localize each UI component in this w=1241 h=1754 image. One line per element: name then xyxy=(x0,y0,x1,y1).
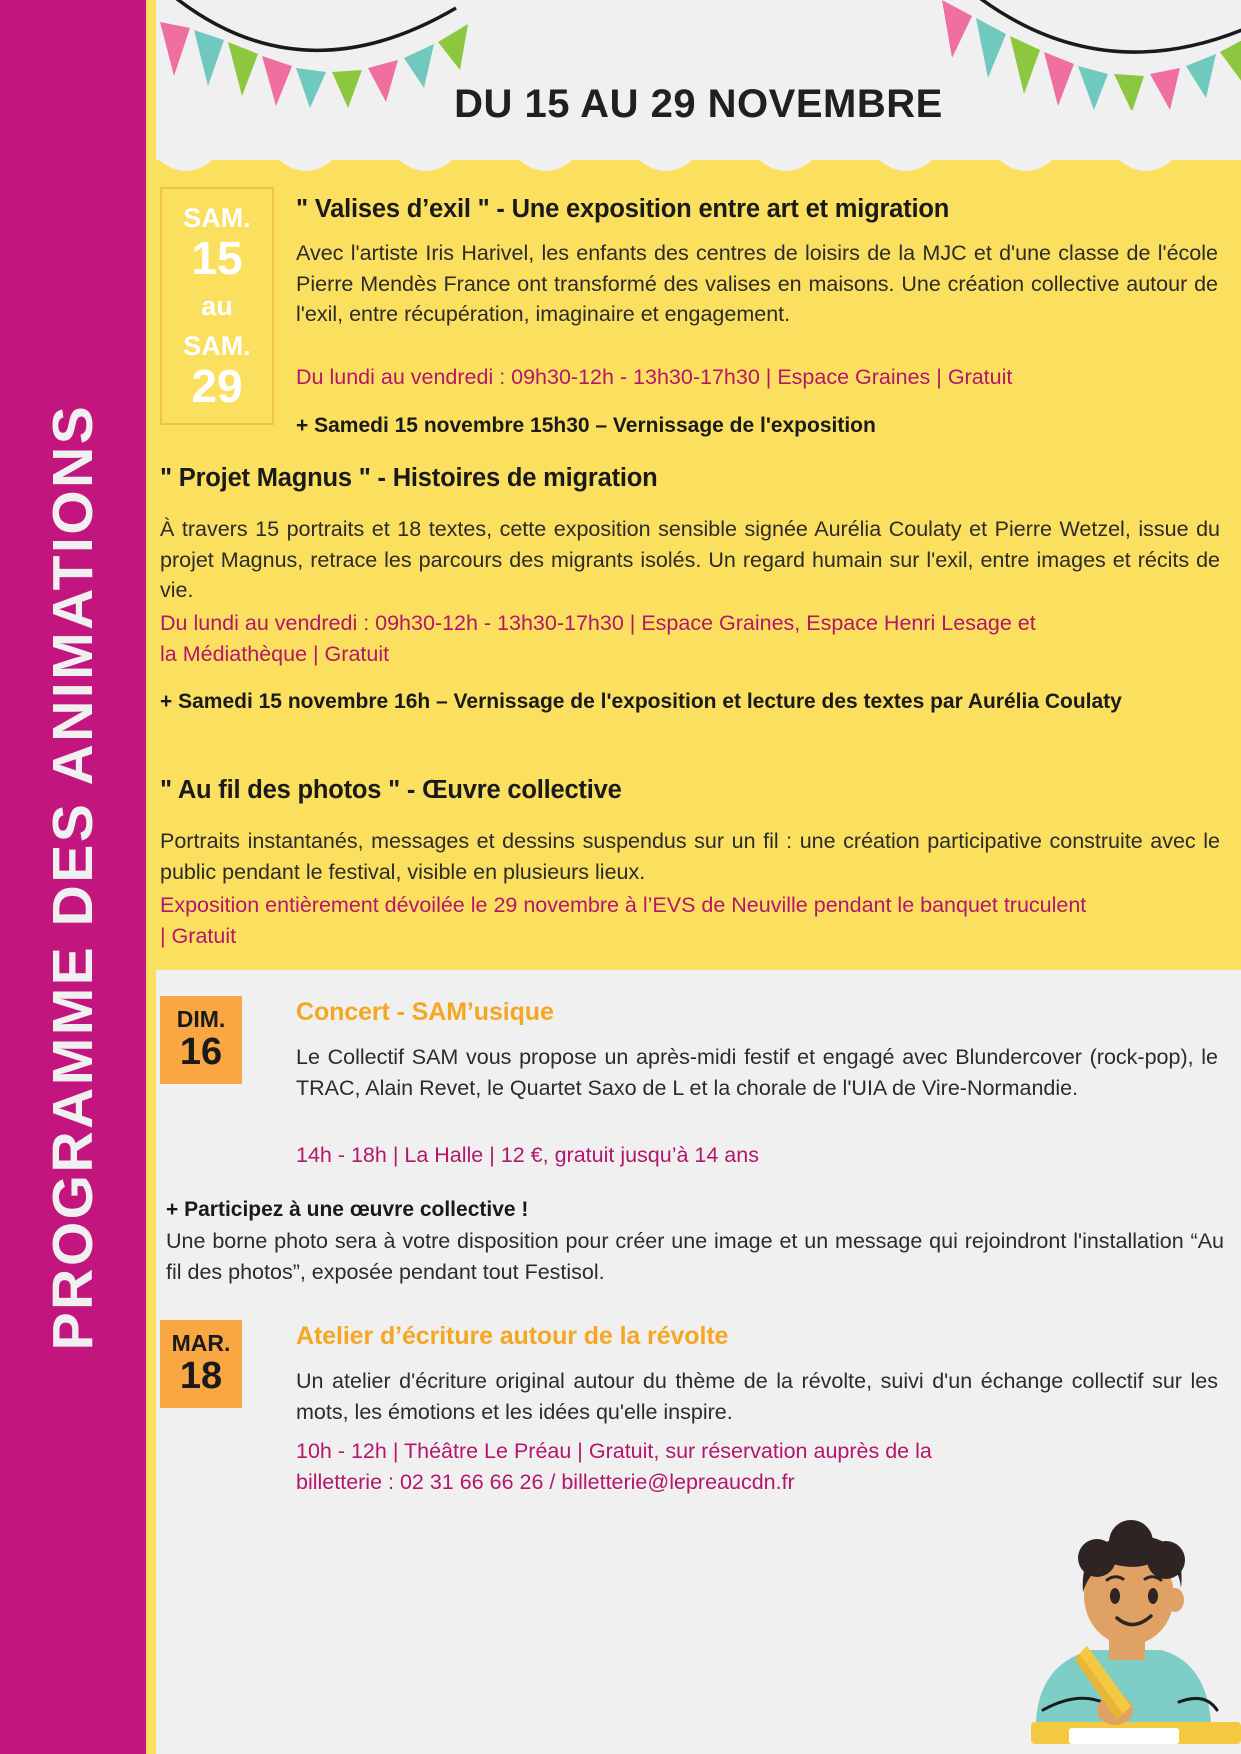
event-title-concert-samusique: Concert - SAM’usique xyxy=(296,998,554,1026)
event-info-concert-samusique: 14h - 18h | La Halle | 12 €, gratuit jusqu’à 14 ans xyxy=(296,1143,759,1167)
event-info-au-fil-des-photos: Exposition entièrement dévoilée le 29 novembre à l’EVS de Neuville pendant le banquet truculent | Gratuit xyxy=(160,893,1087,948)
page-title: DU 15 AU 29 NOVEMBRE xyxy=(454,82,943,126)
poster-header xyxy=(156,0,1241,160)
date-chip-dim-16 xyxy=(160,996,242,1084)
event-info-projet-magnus: Du lundi au vendredi : 09h30-12h - 13h30-17h30 | Espace Graines, Espace Henri Lesage et la Médiathèque | Gratuit xyxy=(160,611,1036,666)
event-plus-projet-magnus: + Samedi 15 novembre 16h – Vernissage de l'exposition et lecture des textes par Aurélia Coulaty xyxy=(160,690,1122,713)
chip-day-number-end: 29 xyxy=(191,359,243,412)
sidebar-rail-title: PROGRAMME DES ANIMATIONS xyxy=(41,403,105,1351)
event-plus-body-oeuvre-collective: Une borne photo sera à votre disposition pour créer une image et un message qui rejoindront l'installation “Au fil des photos”, exposée pendant tout Festisol. xyxy=(166,1229,1224,1284)
event-title-au-fil-des-photos: " Au fil des photos " - Œuvre collective xyxy=(160,776,622,804)
yellow-expositions-panel xyxy=(156,140,1241,970)
event-info-atelier-ecriture: 10h - 12h | Théâtre Le Préau | Gratuit, sur réservation auprès de la billetterie : 02 31 66 66 26 / billetterie@lepreaucdn.fr xyxy=(296,1439,932,1494)
chip-day-of-week: DIM. xyxy=(176,1005,226,1032)
event-body-valises-dexil: Avec l'artiste Iris Harivel, les enfants des centres de loisirs de la MJC et d'une classe de l'école Pierre Mendès France ont transformé des valises en maisons. Une création collective autour de l'exil, entre récupération, imaginaire et engagement. xyxy=(296,241,1218,326)
grey-events-section xyxy=(156,970,1241,1754)
event-plus-title-oeuvre-collective: + Participez à une œuvre collective ! xyxy=(166,1198,529,1221)
date-chip-mar-18 xyxy=(160,1320,242,1408)
event-body-concert-samusique: Le Collectif SAM vous propose un après-midi festif et engagé avec Blundercover (rock-pop), le TRAC, Alain Revet, le Quartet Saxo de L et la chorale de l'UIA de Vire-Normandie. xyxy=(296,1045,1218,1100)
chip-day-of-week: MAR. xyxy=(171,1329,231,1356)
chip-day-of-week-end: SAM. xyxy=(183,330,251,361)
child-writing-illustration xyxy=(991,1514,1241,1754)
chip-conjunction: au xyxy=(201,291,233,322)
event-title-projet-magnus: " Projet Magnus " - Histoires de migration xyxy=(160,464,658,492)
event-title-atelier-ecriture: Atelier d’écriture autour de la révolte xyxy=(296,1322,729,1350)
chip-day-number: 16 xyxy=(179,1030,223,1073)
event-body-projet-magnus: À travers 15 portraits et 18 textes, cette exposition sensible signée Aurélia Coulaty et Pierre Wetzel, issue du projet Magnus, retrace les parcours des migrants isolés. Un regard humain sur l'exil, entre images et récits de vie. xyxy=(160,517,1220,602)
chip-day-of-week: SAM. xyxy=(183,203,251,233)
event-body-au-fil-des-photos: Portraits instantanés, messages et dessins suspendus sur un fil : une création participative construite avec le public pendant le festival, visible en plusieurs lieux. xyxy=(160,829,1220,884)
chip-day-number: 18 xyxy=(179,1354,223,1397)
event-title-valises-dexil: " Valises d’exil " - Une exposition entre art et migration xyxy=(296,195,950,223)
chip-day-number: 15 xyxy=(191,231,243,284)
sidebar-rail xyxy=(0,0,146,1754)
event-info-valises-dexil: Du lundi au vendredi : 09h30-12h - 13h30-17h30 | Espace Graines | Gratuit xyxy=(296,365,1013,389)
yellow-rail-edge xyxy=(146,0,156,1754)
date-chip-sam-15-29 xyxy=(160,187,274,425)
event-plus-valises-dexil: + Samedi 15 novembre 15h30 – Vernissage de l'exposition xyxy=(296,414,876,437)
event-body-atelier-ecriture: Un atelier d'écriture original autour du thème de la révolte, suivi d'un échange collectif sur les mots, les émotions et les idées qu'elle inspire. xyxy=(296,1369,1218,1424)
